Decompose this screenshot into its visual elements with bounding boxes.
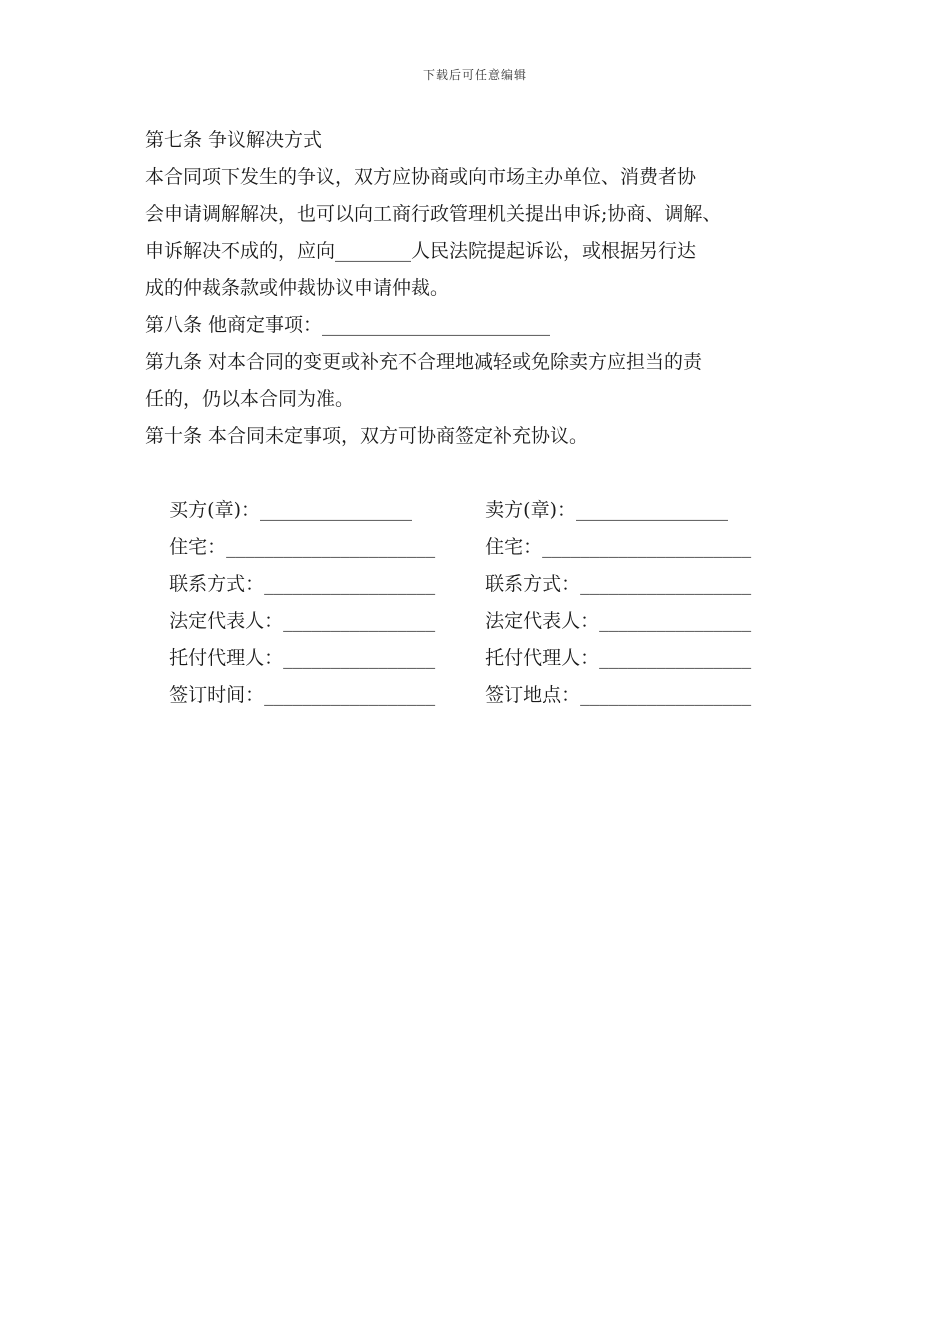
article-9-line-1: 第九条 对本合同的变更或补充不合理地减轻或免除卖方应担当的责 (145, 351, 703, 373)
seller-legal-rep-field: 法定代表人：________________ (485, 610, 752, 632)
contract-body (145, 122, 815, 706)
article-9-line-2: 任的，仍以本合同为准。 (145, 388, 355, 410)
seller-seal-field: 卖方(章)：________________ (485, 499, 728, 521)
article-8: 第八条 他商定事项：________________________ (145, 314, 551, 336)
buyer-agent-field: 托付代理人：________________ (169, 647, 436, 669)
buyer-seal-field: 买方(章)：________________ (169, 499, 412, 521)
seller-contact-field: 联系方式：__________________ (485, 573, 752, 595)
article-10: 第十条 本合同未定事项，双方可协商签定补充协议。 (145, 425, 589, 447)
page-header-note: 下载后可任意编辑 (422, 68, 527, 82)
seller-agent-field: 托付代理人：________________ (485, 647, 752, 669)
article-7-line-4: 成的仲裁条款或仲裁协议申请仲裁。 (145, 277, 450, 299)
article-7-line-2: 会申请调解解决，也可以向工商行政管理机关提出申诉;协商、调解、 (145, 203, 722, 225)
article-7-line-1: 本合同项下发生的争议，双方应协商或向市场主办单位、消费者协 (145, 166, 697, 188)
buyer-legal-rep-field: 法定代表人：________________ (169, 610, 436, 632)
signing-place-field: 签订地点：__________________ (485, 684, 752, 706)
seller-address-field: 住宅：______________________ (485, 536, 752, 558)
buyer-contact-field: 联系方式：__________________ (169, 573, 436, 595)
article-7-line-3: 申诉解决不成的，应向________人民法院提起诉讼，或根据另行达 (145, 240, 697, 262)
buyer-address-field: 住宅：______________________ (169, 536, 436, 558)
signature-row-party (145, 455, 815, 521)
signing-date-field: 签订时间：__________________ (169, 684, 436, 706)
article-7-title: 第七条 争议解决方式 (145, 129, 323, 151)
